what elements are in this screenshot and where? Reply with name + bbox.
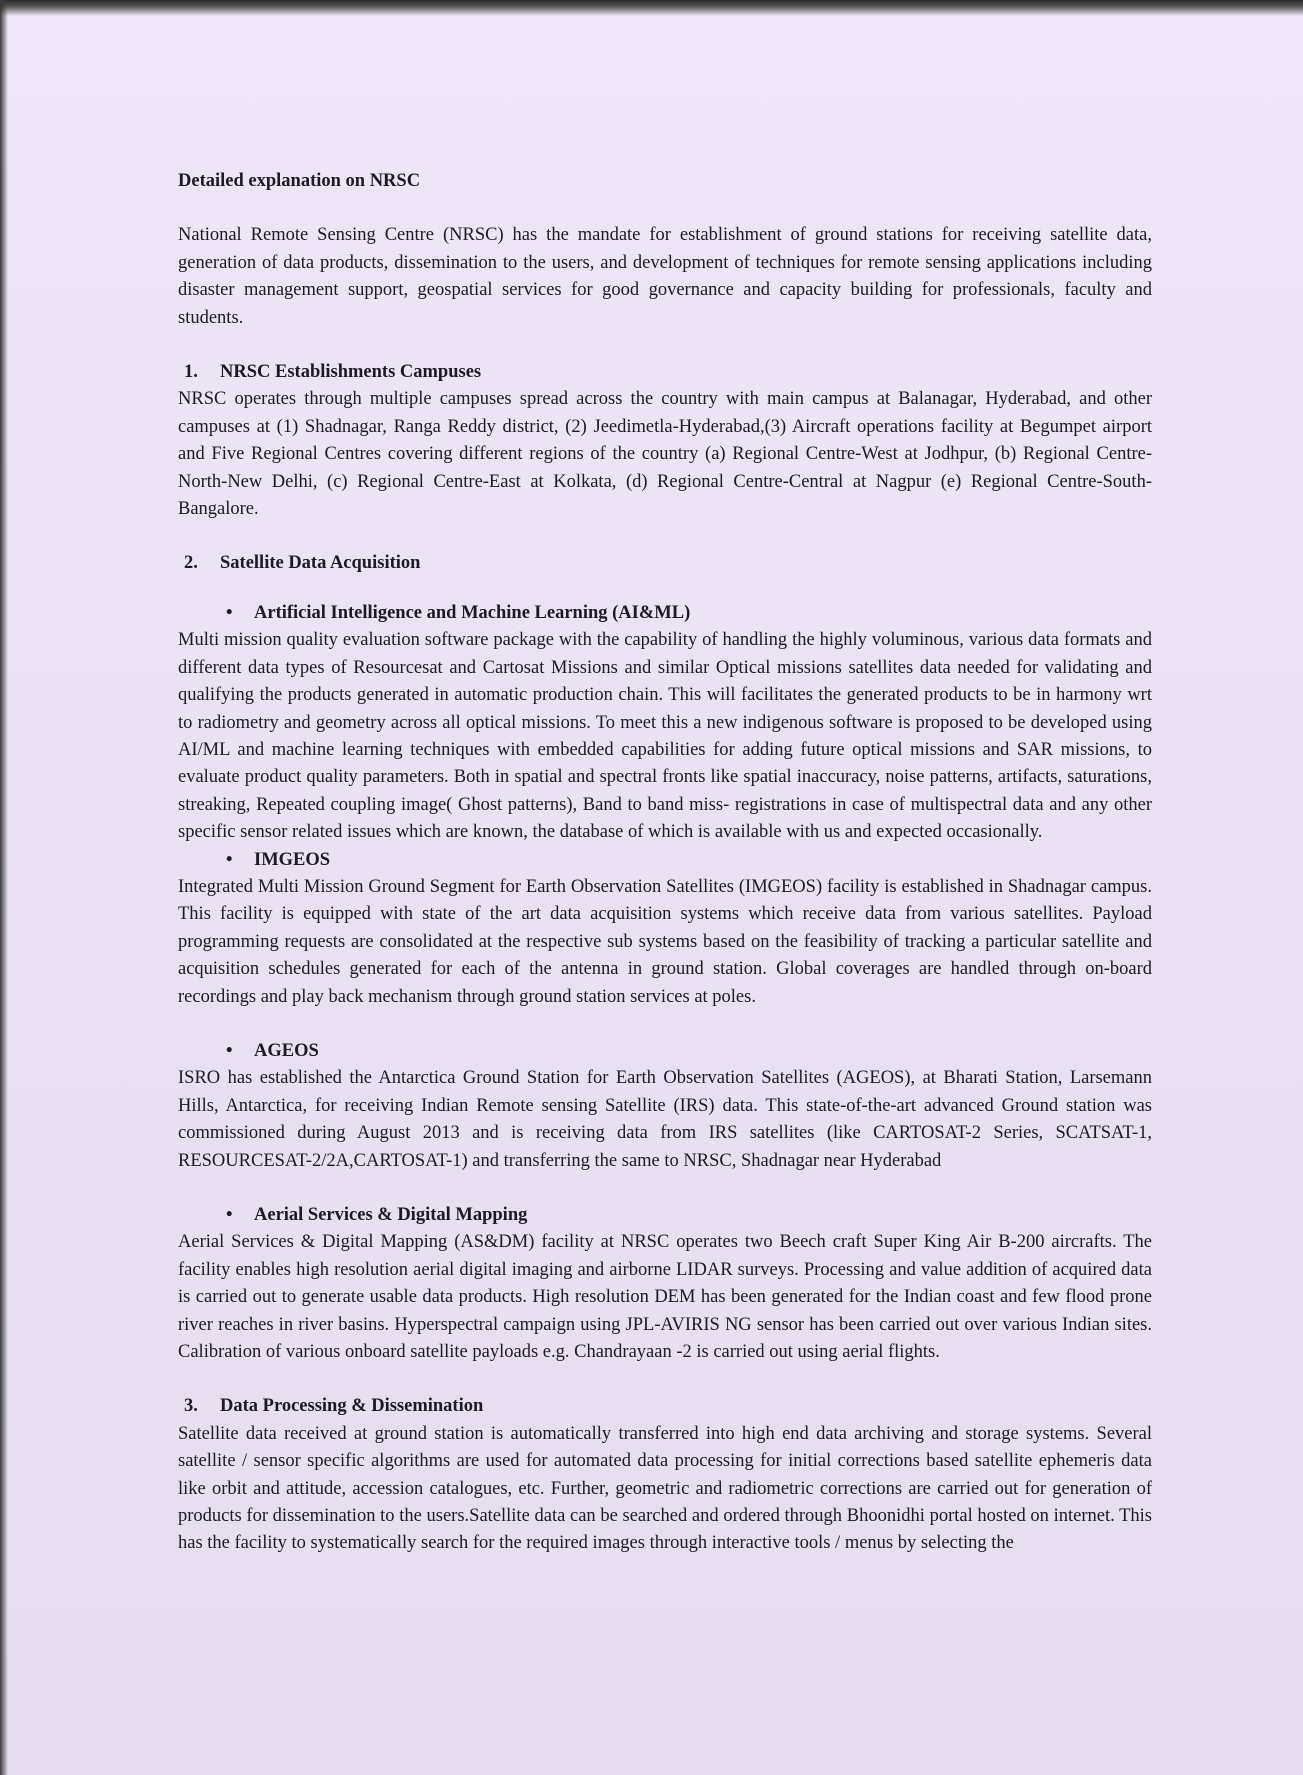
section-3-number: 3. <box>184 1396 198 1417</box>
document-heading: Detailed explanation on NRSC <box>178 171 421 191</box>
scan-edge-left <box>0 0 8 1775</box>
bullet-marker: • <box>226 1040 233 1061</box>
intro-paragraph: National Remote Sensing Centre (NRSC) has the mandate for establishment of ground stations for receiving satellite data, generation of data products, dissemination to the users, and development of techniques for remote sensing applications including disaster management support, geospatial services for good governance and capacity building for professionals, faculty and students. <box>178 225 1152 328</box>
bullet-ageos-text: ISRO has established the Antarctica Ground Station for Earth Observation Satellites (AGEOS), at Bharati Station, Larsemann Hills, Antarctica, for receiving Indian Remote sensing Satellite (IRS) data. This state-of-the-art advanced Ground station was commissioned during August 2013 and is receiving data from IRS satellites (like CARTOSAT-2 Series, SCATSAT-1, RESOURCESAT-2/2A,CARTOSAT-1) and transferring the same to NRSC, Shadnagar near Hyderabad <box>178 1068 1152 1171</box>
section-1-number: 1. <box>184 362 198 383</box>
bullet-ageos-title-text: AGEOS <box>254 1040 319 1061</box>
bullet-marker: • <box>226 849 233 870</box>
bullet-asdm-title-text: Aerial Services & Digital Mapping <box>254 1205 528 1225</box>
bullet-marker: • <box>226 1205 233 1225</box>
section-2-title <box>178 550 1152 577</box>
section-2-title-text: Satellite Data Acquisition <box>220 553 421 574</box>
document-body <box>178 168 1152 1558</box>
section-1-title-text: NRSC Establishments Campuses <box>220 362 482 383</box>
section-1-title <box>178 359 1152 386</box>
bullet-aiml-text: Multi mission quality evaluation software package with the capability of handling the highly voluminous, various data formats and different data types of Resourcesat and Cartosat Missions and similar Optical missions satellites data needed for validating and qualifying the products generated in automatic production chain. This will facilitates the generated products to be in harmony wrt to radiometry and geometry across all optical missions. To meet this a new indigenous software is proposed to be developed using AI/ML and machine learning techniques with embedded capabilities for adding future optical missions and SAR missions, to evaluate product quality parameters. Both in spatial and spectral fronts like spatial inaccuracy, noise patterns, artifacts, saturations, streaking, Repeated coupling image( Ghost patterns), Band to band miss- registrations in case of multispectral data and any other specific sensor related issues which are known, the database of which is available with us and expected occasionally. <box>178 630 1152 843</box>
section-1-text: NRSC operates through multiple campuses spread across the country with main campus at Balanagar, Hyderabad, and other campuses at (1) Shadnagar, Ranga Reddy district, (2) Jeedimetla-Hyderabad,(3) Aircraft operations facility at Begumpet airport and Five Regional Centres covering different regions of the country (a) Regional Centre-West at Jodhpur, (b) Regional Centre-North-New Delhi, (c) Regional Centre-East at Kolkata, (d) Regional Centre-Central at Nagpur (e) Regional Centre-South-Bangalore. <box>178 389 1152 520</box>
scan-edge-top <box>0 0 1303 16</box>
bullet-asdm-title <box>178 1202 1152 1229</box>
section-3-title-text: Data Processing & Dissemination <box>220 1396 484 1417</box>
bullet-aiml-title <box>178 600 1152 627</box>
bullet-aiml-title-text: Artificial Intelligence and Machine Learning (AI&ML) <box>254 602 691 623</box>
section-3-title <box>178 1393 1152 1420</box>
bullet-ageos-title <box>178 1038 1152 1065</box>
bullet-imgeos-title <box>178 847 1152 874</box>
section-3-text: Satellite data received at ground station is automatically transferred into high end data archiving and storage systems. Several satellite / sensor specific algorithms are used for automated data processing for initial corrections based satellite ephemeris data like orbit and attitude, accession catalogues, etc. Further, geometric and radiometric corrections are carried out for generation of products for dissemination to the users.Satellite data can be searched and ordered through Bhoonidhi portal hosted on internet. This has the facility to systematically search for the required images through interactive tools / menus by selecting the <box>178 1423 1152 1554</box>
bullet-imgeos-title-text: IMGEOS <box>254 849 331 870</box>
bullet-imgeos-text: Integrated Multi Mission Ground Segment for Earth Observation Satellites (IMGEOS) facility is established in Shadnagar campus. This facility is equipped with state of the art data acquisition systems which receive data from various satellites. Payload programming requests are consolidated at the respective sub systems based on the feasibility of tracking a particular satellite and acquisition schedules generated for each of the antenna in ground station. Global coverages are handled through on-board recordings and play back mechanism through ground station services at poles. <box>178 876 1152 1007</box>
bullet-asdm-text: Aerial Services & Digital Mapping (AS&DM) facility at NRSC operates two Beech craft Super King Air B-200 aircrafts. The facility enables high resolution aerial digital imaging and airborne LIDAR surveys. Processing and value addition of acquired data is carried out to generate usable data products. High resolution DEM has been generated for the Indian coast and few flood prone river reaches in river basins. Hyperspectral campaign using JPL-AVIRIS NG sensor has been carried out over various Indian sites. Calibration of various onboard satellite payloads e.g. Chandrayaan -2 is carried out using aerial flights. <box>178 1232 1152 1363</box>
section-2-number: 2. <box>184 553 198 574</box>
bullet-marker: • <box>226 602 233 623</box>
